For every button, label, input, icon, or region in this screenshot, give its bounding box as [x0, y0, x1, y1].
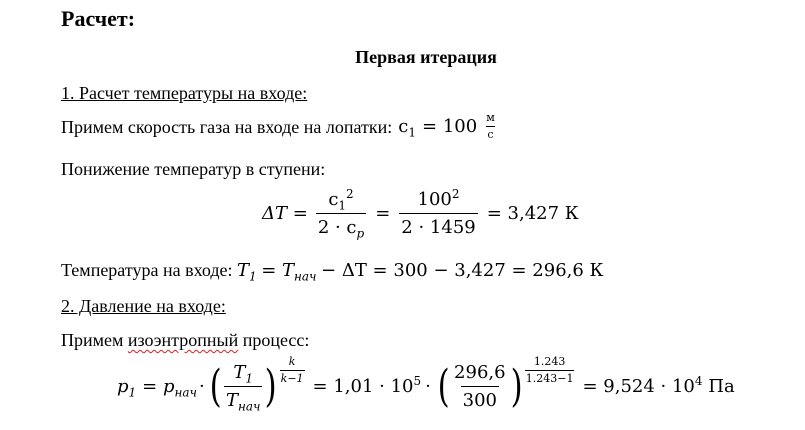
exponent-k: $\frac{k}{k-1}$ [280, 355, 304, 385]
delta-t-result: = 3,427 К [486, 203, 579, 224]
pressure-equation: $p_1$ = $p_{нач}$ · ( $\frac{T_1}{T_{нач}}$ ) $\frac{k}{k-1}$ = $1,01 \cdot 10^5$ · ( $\frac{296,6}{300}$ ) $\frac{1.243}{1.243-1}$ = $9,524 \cdot 10^4$ Па [117, 355, 735, 414]
section-2-title: 2. Давление на входе: [61, 296, 226, 316]
spellcheck-word: изоэнтропный [127, 330, 239, 350]
delta-t-equation: ΔT = $\frac{c_1^2}{2 \cdot c_p}$ = $\frac{100^2}{2 \cdot 1459}$ = 3,427 К [262, 187, 579, 241]
delta-t-lhs: ΔT = [262, 203, 308, 224]
p1-var: $p_1$ [117, 376, 137, 400]
inlet-temp-line: Температура на входе: $T_1 = T_{нач} - \Delta T = 300 - 3,427 = 296,6$ К [61, 260, 604, 284]
page-heading: Расчет: [61, 6, 136, 31]
delta-t-fraction-2: $\frac{100^2}{2 \cdot 1459}$ [401, 187, 476, 238]
velocity-var: $c_1$ [398, 115, 417, 140]
iteration-subheading: Первая итерация [355, 47, 497, 67]
velocity-unit: $\frac{м}{с}$ [486, 111, 495, 141]
temp-drop-text: Понижение температур в ступени: [61, 159, 326, 179]
pressure-result: = $9,524 \cdot 10^4$ Па [582, 374, 735, 397]
velocity-value: = 100 [422, 115, 478, 137]
exponent-numeric: $\frac{1.243}{1.243-1}$ [525, 355, 574, 385]
isentropic-line: Примем изоэнтропный процесс: [61, 330, 310, 350]
numeric-ratio-fraction: $\frac{296,6}{300}$ [454, 362, 506, 411]
velocity-text: Примем скорость газа на входе на лопатки: [61, 116, 393, 137]
delta-t-fraction-1: $\frac{c_1^2}{2 \cdot c_p}$ [317, 187, 365, 241]
temp-ratio-fraction: $\frac{T_1}{T_{нач}}$ [225, 362, 261, 414]
section-1-title: 1. Расчет температуры на входе: [61, 83, 308, 103]
velocity-line [61, 112, 499, 141]
